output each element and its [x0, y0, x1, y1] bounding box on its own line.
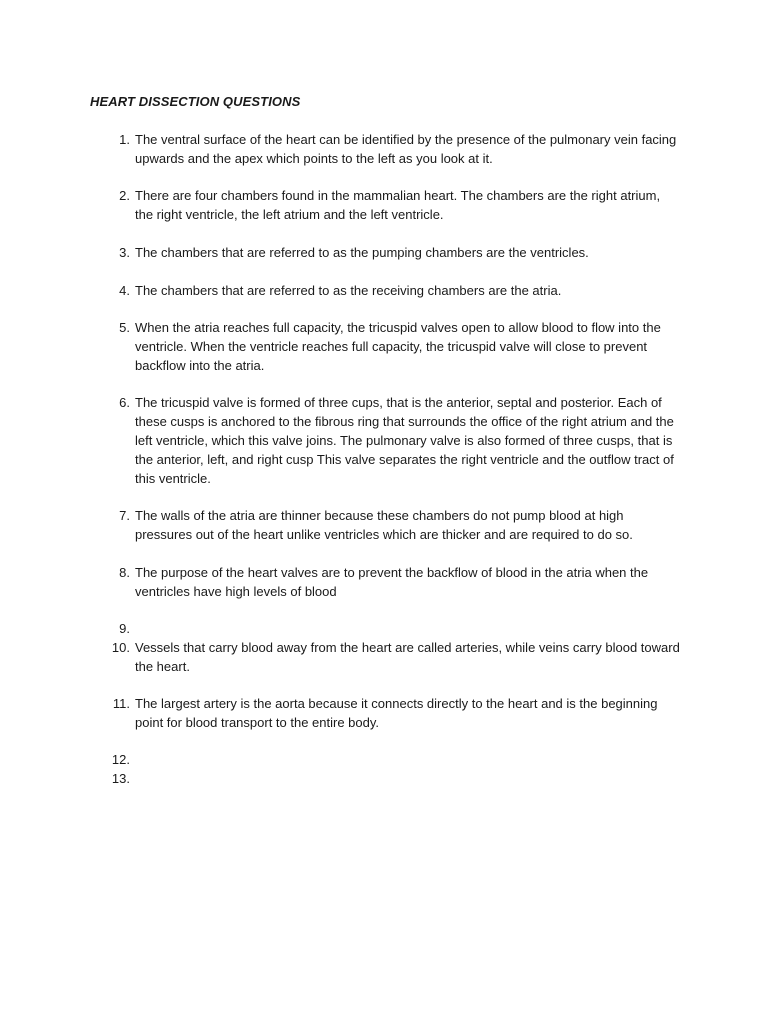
question-text: The walls of the atria are thinner because these chambers do not pump blood at high pressures out of the heart unlike ventricles which are thicker and are required to do so. [135, 508, 633, 542]
question-number: 2. [119, 188, 130, 203]
question-text: The purpose of the heart valves are to prevent the backflow of blood in the atria when the ventricles have high levels of blood [135, 565, 649, 599]
question-number: 3. [119, 245, 130, 260]
question-number: 10. [111, 640, 130, 655]
question-number: 4. [119, 283, 130, 298]
question-number: 11. [112, 696, 130, 711]
question-text: When the atria reaches full capacity, the tricuspid valves open to allow blood to flow into the ventricle. When the ventricle reaches full capacity, the tricuspid valve will close to prevent backflow into the atria. [135, 320, 661, 373]
question-number: 7. [119, 508, 130, 523]
question-number: 9. [119, 621, 130, 636]
question-text: The chambers that are referred to as the pumping chambers are the ventricles. [135, 245, 589, 260]
question-number: 12. [111, 752, 130, 767]
question-number: 5. [119, 320, 130, 335]
question-text: The ventral surface of the heart can be identified by the presence of the pulmonary vein facing upwards and the apex which points to the left as you look at it. [135, 132, 677, 166]
question-text: The chambers that are referred to as the receiving chambers are the atria. [135, 283, 562, 298]
document-title: HEART DISSECTION QUESTIONS [90, 94, 301, 109]
question-number: 6. [119, 395, 130, 410]
question-number: 1. [119, 132, 130, 147]
question-text: The largest artery is the aorta because it connects directly to the heart and is the beginning point for blood transport to the entire body. [135, 696, 658, 730]
question-number: 8. [119, 565, 130, 580]
question-text: The tricuspid valve is formed of three cups, that is the anterior, septal and posterior. Each of these cusps is anchored to the fibrous ring that surrounds the office of the right atrium and the left ventricle, which this valve joins. The pulmonary valve is also formed of three cusps, that is the anterior, left, and right cusp This valve separates the right ventricle and the outflow tract of this ventricle. [135, 395, 674, 486]
question-text: There are four chambers found in the mammalian heart. The chambers are the right atrium, the right ventricle, the left atrium and the left ventricle. [135, 188, 661, 222]
question-text: Vessels that carry blood away from the heart are called arteries, while veins carry blood toward the heart. [135, 640, 680, 674]
question-number: 13. [111, 771, 130, 786]
